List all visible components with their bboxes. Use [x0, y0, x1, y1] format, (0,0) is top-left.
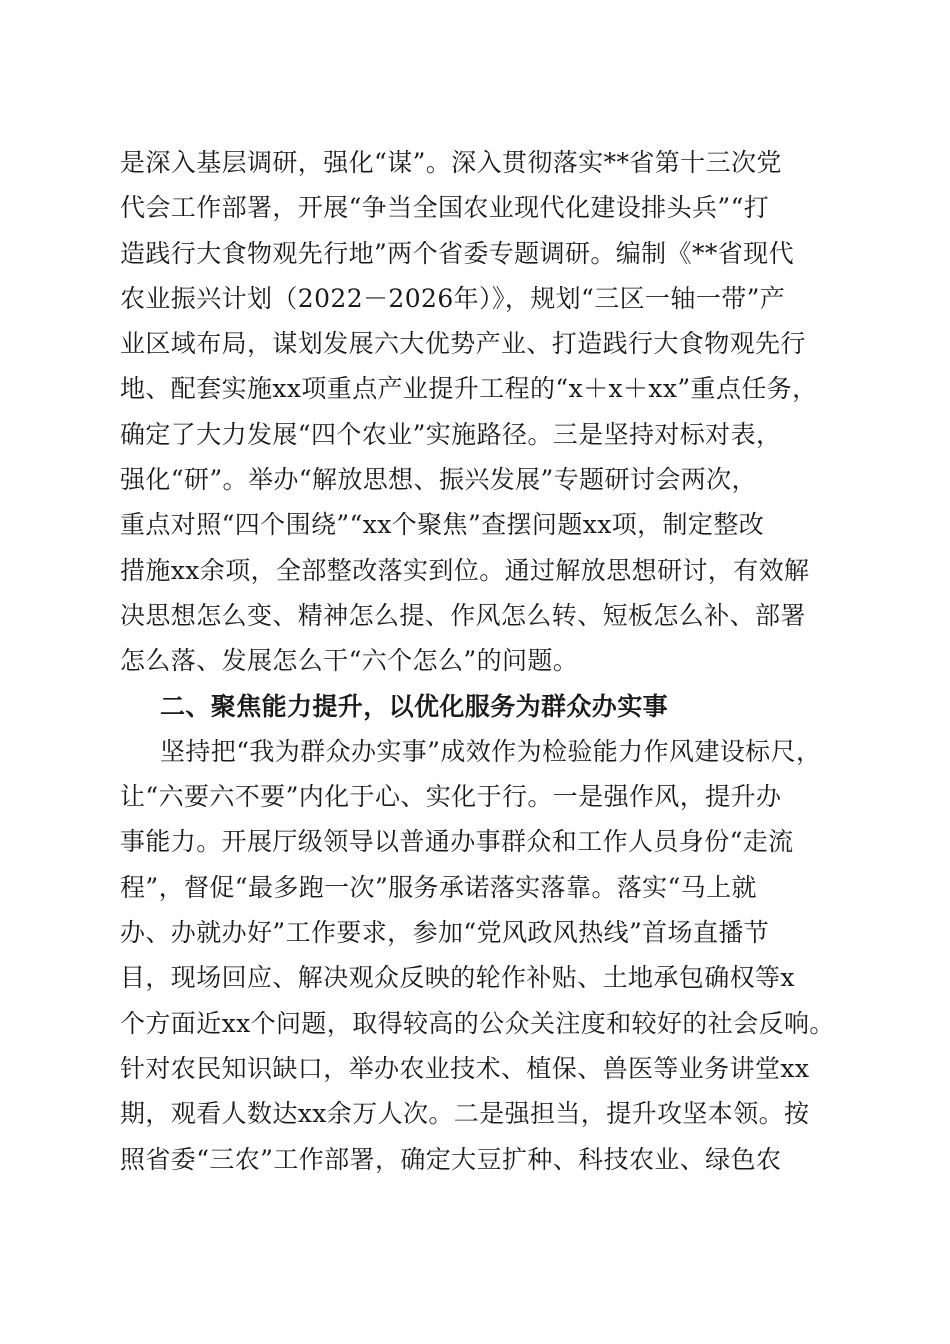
- paragraph-line: 事能力。开展厅级领导以普通办事群众和工作人员身份“走流: [120, 827, 794, 857]
- paragraph-line: 目，现场回应、解决观众反映的轮作补贴、土地承包确权等x: [120, 963, 795, 993]
- paragraph-line: 决思想怎么变、精神怎么提、作风怎么转、短板怎么补、部署: [120, 600, 806, 630]
- paragraph-line: 个方面近xx个问题，取得较高的公众关注度和较好的社会反响。: [120, 1008, 835, 1038]
- paragraph-line: 怎么落、发展怎么干“六个怎么”的问题。: [120, 646, 579, 676]
- paragraph-line: 重点对照“四个围绕”“xx个聚焦”查摆问题xx项，制定整改: [120, 510, 765, 540]
- paragraph-line: 业区域布局，谋划发展六大优势产业、打造践行大食物观先行: [120, 329, 806, 359]
- paragraph-line: 办、办就办好”工作要求，参加“党风政风热线”首场直播节: [120, 918, 770, 948]
- paragraph-line: 确定了大力发展“四个农业”实施路径。三是坚持对标对表，: [120, 419, 782, 449]
- paragraph-line: 期，观看人数达xx余万人次。二是强担当，提升攻坚本领。按: [120, 1099, 810, 1129]
- paragraph-line: 农业振兴计划（2022－2026年）》，规划“三区一轴一带”产: [120, 283, 786, 313]
- paragraph-line: 坚持把“我为群众办实事”成效作为检验能力作风建设标尺，: [160, 736, 822, 766]
- paragraph-line: 是深入基层调研，强化“谋”。深入贯彻落实**省第十三次党: [120, 148, 782, 177]
- paragraph-line: 代会工作部署，开展“争当全国农业现代化建设排头兵”“打: [120, 193, 770, 223]
- paragraph-line: 让“六要六不要”内化于心、实化于行。一是强作风，提升办: [120, 782, 782, 812]
- paragraph-line: 照省委“三农”工作部署，确定大豆扩种、科技农业、绿色农: [120, 1144, 782, 1174]
- paragraph-line: 强化“研”。举办“解放思想、振兴发展”专题研讨会两次，: [120, 465, 757, 495]
- paragraph-line: 造践行大食物观先行地”两个省委专题调研。编制《**省现代: [120, 238, 794, 268]
- paragraph-line: 地、配套实施xx项重点产业提升工程的“x＋x＋xx”重点任务，: [120, 374, 818, 404]
- paragraph-line: 措施xx余项，全部整改落实到位。通过解放思想研讨，有效解: [120, 555, 810, 585]
- document-body: [120, 140, 840, 1182]
- paragraph-line: 程”，督促“最多跑一次”服务承诺落实落靠。落实“马上就: [120, 872, 757, 902]
- paragraph-line: 针对农民知识缺口，举办农业技术、植保、兽医等业务讲堂xx: [120, 1053, 810, 1083]
- section-heading: 二、聚焦能力提升，以优化服务为群众办实事: [160, 691, 669, 721]
